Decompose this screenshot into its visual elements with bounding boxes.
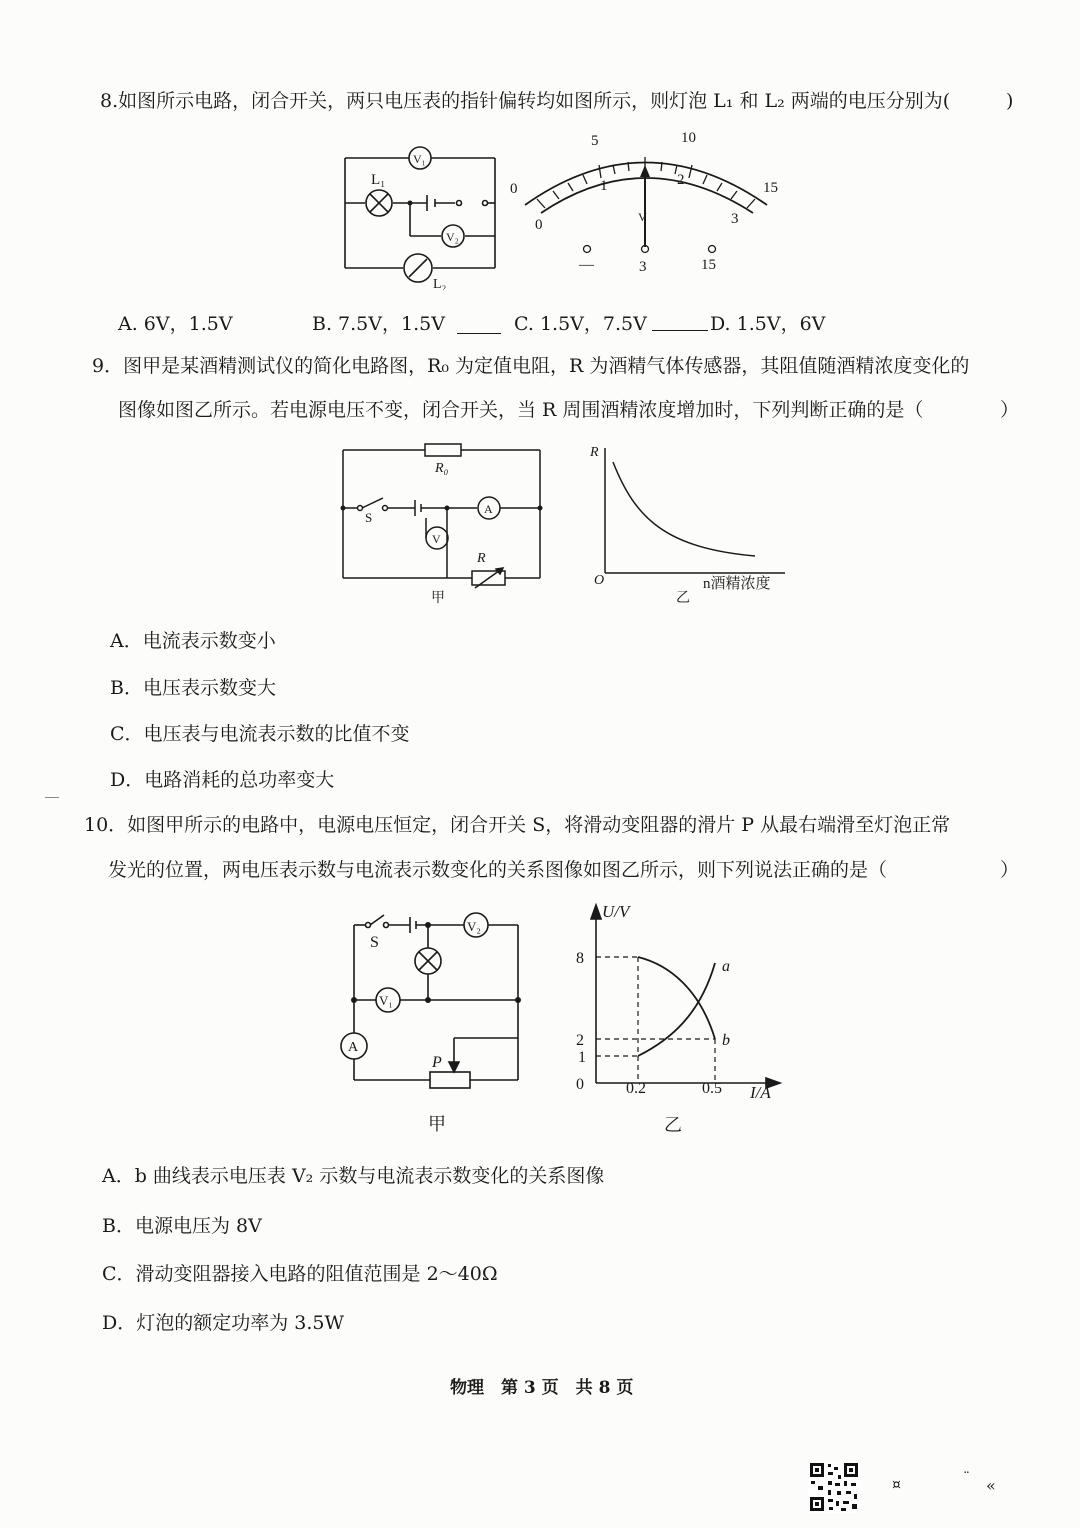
q10-x-tick-0.2: 0.2 xyxy=(626,1080,646,1097)
q9-option-c[interactable]: C．电压表与电流表示数的比值不变 xyxy=(110,723,410,745)
q10-v1-label: V₁ xyxy=(379,993,393,1008)
q10-switch-label: S xyxy=(370,934,379,951)
q10-stem-line2: 发光的位置，两电压表示数与电流表示数变化的关系图像如图乙所示，则下列说法正确的是（ xyxy=(108,859,888,881)
q8-circuit-diagram xyxy=(335,140,505,290)
q9-graph-x-label: n酒精浓度 xyxy=(703,576,771,592)
q10-option-d[interactable]: D．灯泡的额定功率为 3.5W xyxy=(102,1312,345,1334)
q10-graph-origin: 0 xyxy=(576,1076,584,1093)
q9-ammeter-label: A xyxy=(484,502,493,516)
q9-circuit-diagram xyxy=(335,438,555,608)
q9-stem-line2: 图像如图乙所示。若电源电压不变，闭合开关，当 R 周围酒精浓度增加时，下列判断正确的是（ xyxy=(118,399,924,421)
margin-mark xyxy=(45,797,59,798)
q10-ammeter-label: A xyxy=(348,1040,359,1055)
q9-option-a[interactable]: A．电流表示数变小 xyxy=(110,630,276,652)
q8-stem: 8.如图所示电路，闭合开关，两只电压表的指针偏转均如图所示，则灯泡 L₁ 和 L₂ 两端的电压分别为( xyxy=(100,90,951,112)
q8-option-a[interactable]: A. 6V，1.5V xyxy=(118,313,233,335)
corner-mark-3: « xyxy=(986,1476,996,1495)
q10-graph xyxy=(560,895,800,1145)
q10-y-tick-8: 8 xyxy=(576,950,584,967)
q8-option-b[interactable]: B. 7.5V，1.5V xyxy=(312,313,445,335)
q8-inner-tick-0: 0 xyxy=(535,217,543,233)
q9-graph-origin: O xyxy=(594,573,605,588)
q10-circuit-diagram xyxy=(330,905,530,1145)
q8-v1-label: V₁ xyxy=(413,152,426,166)
q8-blank-line-1 xyxy=(457,333,501,334)
q8-inner-tick-2: 2 xyxy=(677,172,685,188)
page-footer: 物理 第 3 页 共 8 页 xyxy=(450,1378,634,1398)
q8-inner-tick-3: 3 xyxy=(731,211,739,227)
q8-option-c[interactable]: C. 1.5V，7.5V xyxy=(514,313,647,335)
q8-l2-label: L₂ xyxy=(433,277,447,290)
q9-resistance-curve xyxy=(613,462,755,556)
q10-circuit-caption: 甲 xyxy=(428,1114,446,1134)
corner-mark-2: ¨ xyxy=(963,1470,970,1486)
q9-circuit-caption: 甲 xyxy=(431,591,445,606)
q10-paren-close: ） xyxy=(1000,859,1020,881)
q10-slider-label: P xyxy=(432,1054,442,1071)
q10-option-c[interactable]: C．滑动变阻器接入电路的阻值范围是 2～40Ω xyxy=(102,1263,498,1285)
q10-curve-b xyxy=(638,957,715,1039)
corner-mark-1: ¤ xyxy=(892,1477,901,1493)
q8-paren-close: ) xyxy=(1006,90,1014,112)
q9-graph xyxy=(585,438,795,608)
q9-option-d[interactable]: D．电路消耗的总功率变大 xyxy=(110,769,335,791)
q10-x-tick-0.5: 0.5 xyxy=(702,1080,722,1097)
q8-terminal-15: 15 xyxy=(701,257,716,273)
q8-outer-tick-15: 15 xyxy=(763,180,778,196)
q9-voltmeter-label: V xyxy=(432,532,441,546)
q10-v2-label: V₂ xyxy=(467,919,481,934)
q8-voltmeter-dial xyxy=(505,125,795,295)
q10-option-a[interactable]: A．b 曲线表示电压表 V₂ 示数与电流表示数变化的关系图像 xyxy=(102,1165,605,1187)
q9-sensor-label: R xyxy=(477,551,486,566)
svg-text:V: V xyxy=(638,210,647,224)
q10-option-b[interactable]: B．电源电压为 8V xyxy=(102,1215,262,1237)
q9-switch-label: S xyxy=(365,510,373,525)
q8-outer-tick-0: 0 xyxy=(510,181,518,197)
q10-curve-b-label: b xyxy=(722,1032,730,1049)
q10-y-tick-2: 2 xyxy=(576,1032,584,1049)
q10-curve-a-label: a xyxy=(722,958,730,975)
q10-graph-y-label: U/V xyxy=(602,902,630,921)
q10-y-tick-1: 1 xyxy=(578,1049,586,1066)
q8-terminal-neg: — xyxy=(579,257,594,273)
q9-graph-y-label: R xyxy=(590,445,599,460)
q9-option-b[interactable]: B．电压表示数变大 xyxy=(110,677,276,699)
q8-outer-tick-5: 5 xyxy=(591,133,599,149)
q10-stem-line1: 10．如图甲所示的电路中，电源电压恒定，闭合开关 S，将滑动变阻器的滑片 P 从最右端滑至灯泡正常 xyxy=(84,814,951,836)
q9-stem-line1: 9．图甲是某酒精测试仪的简化电路图，R₀ 为定值电阻，R 为酒精气体传感器，其阻值随酒精浓度变化的 xyxy=(92,355,970,377)
q8-terminal-3: 3 xyxy=(639,259,647,275)
qr-code-icon[interactable] xyxy=(808,1461,860,1513)
q8-inner-tick-1: 1 xyxy=(600,178,608,194)
q10-graph-caption: 乙 xyxy=(664,1115,682,1135)
q8-option-d[interactable]: D. 1.5V，6V xyxy=(710,313,826,335)
q8-l1-label: L₁ xyxy=(371,172,386,188)
q9-graph-caption: 乙 xyxy=(676,591,690,606)
q8-blank-line-2 xyxy=(652,330,708,331)
q8-v2-label: V₂ xyxy=(446,230,459,244)
q10-graph-guides xyxy=(596,957,715,1083)
q9-r0-label: R₀ xyxy=(435,461,449,476)
q8-outer-tick-10: 10 xyxy=(681,130,696,146)
q10-graph-x-label: I/A xyxy=(750,1083,771,1102)
q9-paren-close: ） xyxy=(1000,399,1020,421)
